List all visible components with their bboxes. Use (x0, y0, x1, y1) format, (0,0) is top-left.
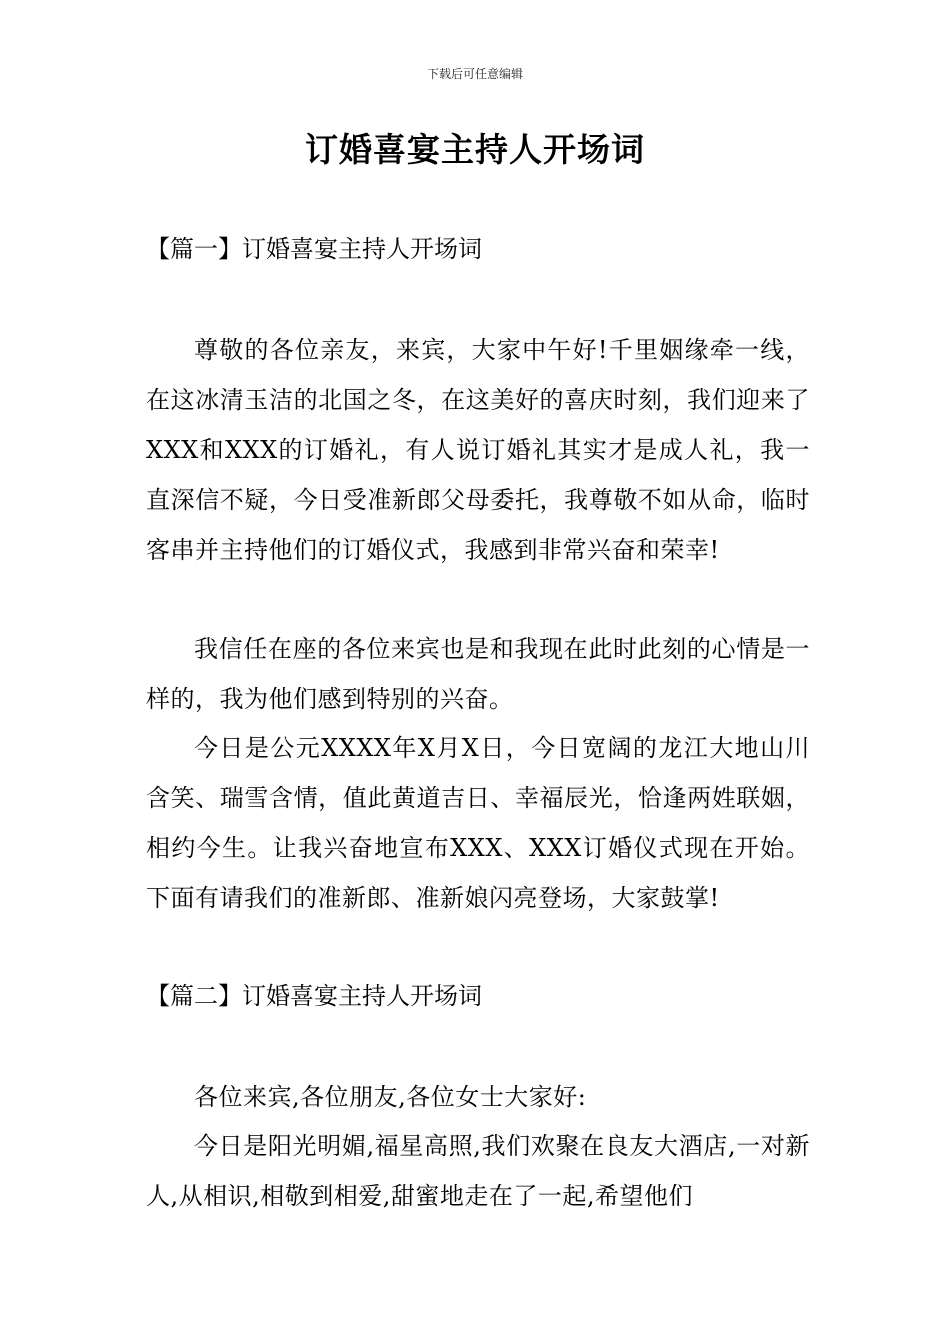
paragraph: 各位来宾,各位朋友,各位女士大家好: (194, 1083, 587, 1111)
paragraph: 尊敬的各位亲友，来宾，大家中午好!千里姻缘牵一线，在这冰清玉洁的北国之冬，在这美好的喜庆时刻，我们迎来了XXX和XXX的订婚礼，有人说订婚礼其实才是成人礼，我一直深信不疑，今日受准新郎父母委托，我尊敬不如从命，临时客串并主持他们的订婚仪式，我感到非常兴奋和荣幸! (146, 336, 810, 564)
header-note: 下载后可任意编辑 (426, 67, 523, 81)
paragraph: 我信任在座的各位来宾也是和我现在此时此刻的心情是一样的，我为他们感到特别的兴奋。 (146, 635, 810, 713)
section-heading-2: 【篇二】订婚喜宴主持人开场词 (146, 982, 482, 1010)
section-heading-1: 【篇一】订婚喜宴主持人开场词 (146, 235, 482, 263)
paragraph: 今日是公元XXXX年X月X日，今日宽阔的龙江大地山川含笑、瑞雪含情，值此黄道吉日、幸福辰光，恰逢两姓联姻，相约今生。让我兴奋地宣布XXX、XXX订婚仪式现在开始。下面有请我们的准新郎、准新娘闪亮登场，大家鼓掌! (146, 734, 810, 912)
paragraph: 今日是阳光明媚,福星高照,我们欢聚在良友大酒店,一对新人,从相识,相敬到相爱,甜蜜地走在了一起,希望他们 (146, 1132, 810, 1210)
document-title: 订婚喜宴主持人开场词 (305, 130, 645, 169)
